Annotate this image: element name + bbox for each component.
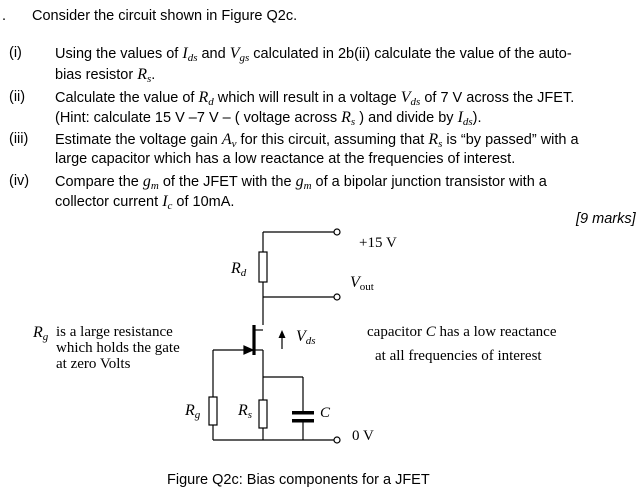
- gate-arrow: [244, 346, 253, 354]
- question-text-line: bias resistor $R_s$.: [55, 66, 156, 85]
- math-subscript: m: [303, 180, 312, 192]
- rg-resistor: [209, 397, 217, 425]
- math-variable: R: [137, 66, 147, 83]
- ground-terminal: [334, 437, 340, 443]
- question-text-line: Using the values of $I_{ds}$ and $V_{gs}$ calculated in 2b(ii) calculate the value of the auto-: [55, 45, 572, 64]
- question-number: (i): [9, 45, 22, 61]
- math-variable: g: [295, 173, 304, 190]
- question-text-line: Calculate the value of $R_d$ which will result in a voltage $V_{ds}$ of 7 V across the JFET.: [55, 89, 575, 108]
- rs-label: $R_s$: [238, 402, 253, 421]
- math-subscript: ds: [410, 96, 421, 108]
- question-text-line: Estimate the voltage gain $A_v$ for this circuit, assuming that $R_s$ is “by passed” with a: [55, 131, 579, 150]
- math-subscript: c: [167, 200, 173, 212]
- math-variable: R: [341, 109, 351, 126]
- math-variable: A: [221, 131, 232, 148]
- math-subscript: ds: [462, 116, 473, 128]
- rd-label: $R_d$: [231, 260, 247, 279]
- math-subscript: m: [150, 180, 159, 192]
- heading-bullet: .: [2, 8, 7, 24]
- math-subscript: ds: [187, 52, 198, 64]
- math-variable: V: [229, 45, 240, 62]
- vout-label: $V_{out}$: [350, 274, 374, 293]
- cap-label: C: [320, 405, 331, 421]
- figure-caption: Figure Q2c: Bias components for a JFET: [167, 472, 430, 488]
- supply-terminal: [334, 229, 340, 235]
- rg-note-line: at zero Volts: [56, 356, 131, 372]
- output-terminal: [334, 294, 340, 300]
- rg-note-symbol: $R_g$: [33, 324, 49, 343]
- vds-label: $V_{ds}$: [296, 328, 316, 347]
- ground-label: 0 V: [352, 428, 374, 444]
- rg-note: [56, 324, 180, 372]
- math-variable: I: [457, 109, 463, 126]
- heading-text: Consider the circuit shown in Figure Q2c.: [32, 8, 298, 24]
- vds-arrow: [279, 330, 286, 338]
- cap-note-line-2: at all frequencies of interest: [375, 348, 542, 364]
- rg-note-line: which holds the gate: [56, 340, 180, 356]
- math-variable: g: [142, 173, 151, 190]
- question-text-line: (Hint: calculate 15 V –7 V – ( voltage across $R_s$ ) and divide by $I_{ds}$).: [55, 109, 482, 128]
- rg-label: $R_g$: [185, 402, 201, 421]
- question-text-line: collector current $I_c$ of 10mA.: [55, 193, 235, 212]
- cap-plate-bottom: [292, 419, 314, 423]
- marks-label: [9 marks]: [576, 211, 636, 227]
- math-subscript: v: [231, 138, 237, 150]
- question-text-line: Compare the $g_m$ of the JFET with the $g_m$ of a bipolar junction transistor with a: [55, 173, 547, 192]
- math-subscript: d: [208, 96, 214, 108]
- math-subscript: s: [146, 73, 152, 85]
- cap-plate-top: [292, 411, 314, 415]
- rd-resistor: [259, 252, 267, 282]
- math-variable: V: [400, 89, 411, 106]
- question-text-line: large capacitor which has a low reactance at the frequencies of interest.: [55, 151, 516, 167]
- question-number: (iv): [9, 173, 30, 189]
- math-variable: I: [182, 45, 188, 62]
- rg-note-line: is a large resistance: [56, 324, 173, 340]
- question-number: (iii): [9, 131, 29, 147]
- math-subscript: gs: [239, 52, 250, 64]
- math-variable: R: [198, 89, 209, 106]
- question-number: (ii): [9, 89, 26, 105]
- rs-resistor: [259, 400, 267, 428]
- math-variable: I: [162, 193, 168, 210]
- math-variable: R: [428, 131, 439, 148]
- math-subscript: s: [438, 138, 443, 150]
- cap-note-line-1: capacitor C has a low reactance: [367, 324, 557, 340]
- supply-label: +15 V: [359, 235, 397, 251]
- math-subscript: s: [350, 116, 356, 128]
